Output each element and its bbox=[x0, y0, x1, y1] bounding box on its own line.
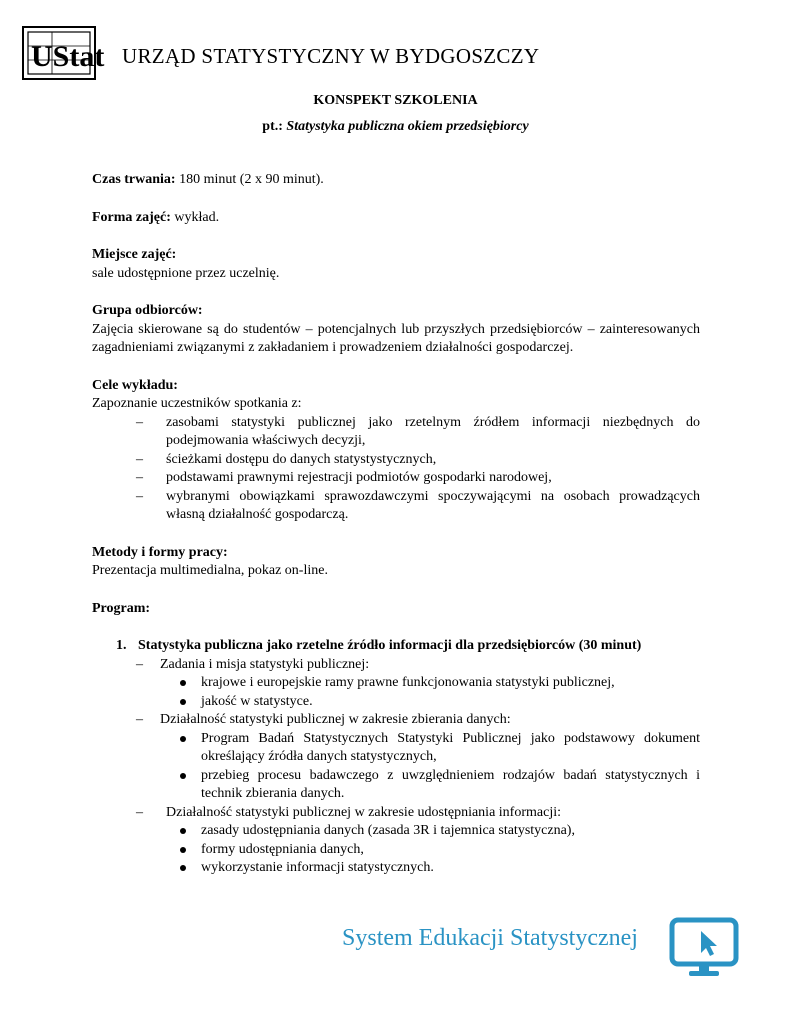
list-item: krajowe i europejskie ramy prawne funkcjonowania statystyki publicznej, bbox=[92, 674, 700, 693]
audience-value: Zajęcia skierowane są do studentów – potencjalnych lub przyszłych przedsiębiorców – zainteresowanych zagadnieniami związanymi z zakładaniem i prowadzeniem działalności gospodarczej. bbox=[92, 321, 700, 355]
place-label: Miejsce zajęć: bbox=[92, 247, 177, 262]
program-item-title: Statystyka publiczna jako rzetelne źródło informacji dla przedsiębiorców (30 minut) bbox=[138, 638, 642, 653]
methods-value: Prezentacja multimedialna, pokaz on-line. bbox=[92, 563, 328, 578]
sub-item-title: – Działalność statystyki publicznej w zakresie udostępniania informacji: bbox=[92, 804, 700, 823]
list-item: – podstawami prawnymi rejestracji podmiotów gospodarki narodowej, bbox=[92, 469, 700, 488]
sub-item-title: – Zadania i misja statystyki publicznej: bbox=[92, 656, 700, 675]
page-header bbox=[22, 22, 722, 82]
document-subtitle bbox=[0, 119, 791, 135]
footer-brand-text: System Edukacji Statystycznej bbox=[342, 925, 638, 951]
program-item-number: 1. bbox=[116, 638, 127, 653]
list-item: przebieg procesu badawczego z uwzględnieniem rodzajów badań statystycznych i technik zbierania danych. bbox=[92, 767, 700, 804]
place-value: sale udostępnione przez uczelnię. bbox=[92, 265, 280, 281]
form-value: wykład. bbox=[170, 209, 220, 225]
list-item: formy udostępniania danych, bbox=[92, 841, 700, 860]
organization-name: URZĄD STATYSTYCZNY W BYDGOSZCZY bbox=[122, 44, 540, 68]
bullet-list bbox=[92, 730, 700, 804]
logo-text: UStat bbox=[31, 40, 105, 73]
goals-label: Cele wykładu: bbox=[92, 377, 178, 393]
subtitle-prefix: pt.: bbox=[262, 119, 287, 134]
list-item: jakość w statystyce. bbox=[92, 693, 700, 712]
monitor-cursor-icon bbox=[669, 917, 739, 979]
document-body bbox=[92, 171, 700, 878]
bullet-list bbox=[92, 674, 700, 711]
list-item: – wybranymi obowiązkami sprawozdawczymi spoczywającymi na osobach prowadzących własną działalność gospodarczą. bbox=[92, 488, 700, 525]
audience-label: Grupa odbiorców: bbox=[92, 303, 203, 318]
goals-intro: Zapoznanie uczestników spotkania z: bbox=[92, 396, 302, 411]
program-label: Program: bbox=[92, 600, 151, 616]
methods-label: Metody i formy pracy: bbox=[92, 544, 228, 560]
duration-line bbox=[92, 171, 700, 190]
form-label: Forma zajęć: bbox=[92, 209, 171, 225]
subtitle-topic: Statystyka publiczna okiem przedsiębiorcy bbox=[286, 119, 529, 134]
duration-label: Czas trwania: bbox=[92, 172, 176, 187]
ustat-logo bbox=[22, 26, 105, 80]
program-item-1 bbox=[92, 637, 700, 656]
sub-item-title: – Działalność statystyki publicznej w zakresie zbierania danych: bbox=[92, 711, 700, 730]
list-item: wykorzystanie informacji statystycznych. bbox=[92, 859, 700, 878]
form-line bbox=[92, 209, 700, 228]
duration-value: 180 minut (2 x 90 minut). bbox=[175, 172, 324, 187]
list-item: Program Badań Statystycznych Statystyki Publicznej jako podstawowy dokument określający źródła danych statystycznych, bbox=[92, 730, 700, 767]
list-item: zasady udostępniania danych (zasada 3R i tajemnica statystyczna), bbox=[92, 822, 700, 841]
program-sublist bbox=[92, 656, 700, 878]
list-item: – ścieżkami dostępu do danych statystystycznych, bbox=[92, 451, 700, 470]
document-title: KONSPEKT SZKOLENIA bbox=[313, 93, 478, 108]
list-item: – zasobami statystyki publicznej jako rzetelnym źródłem informacji niezbędnych do podejmowania właściwych decyzji, bbox=[92, 414, 700, 451]
goals-list bbox=[92, 414, 700, 525]
bullet-list bbox=[92, 822, 700, 878]
